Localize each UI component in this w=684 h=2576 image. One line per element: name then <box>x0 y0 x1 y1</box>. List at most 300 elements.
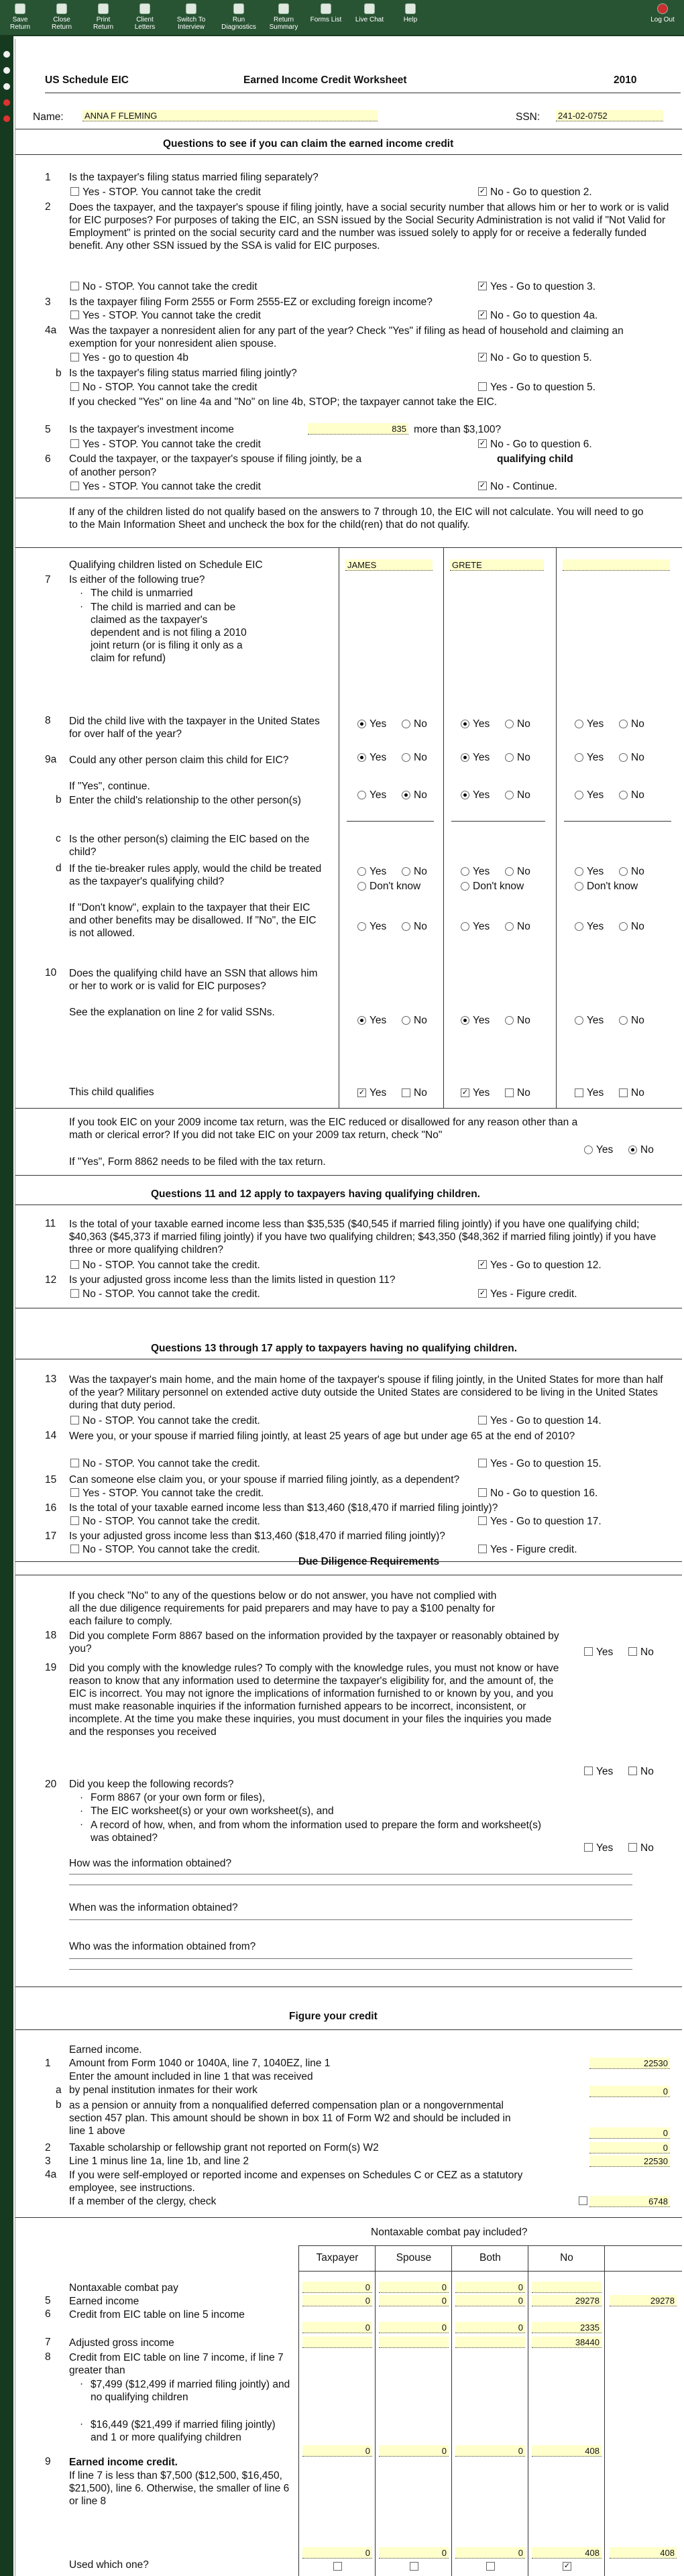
summary-icon <box>278 3 289 14</box>
children-header: Qualifying children listed on Schedule EIC <box>69 559 263 571</box>
section-title: Questions 11 and 12 apply to taxpayers having qualifying children. <box>151 1188 480 1200</box>
credit-line-combat-no-value[interactable] <box>532 2282 602 2293</box>
child-2-row-0-no-label: No <box>517 718 530 730</box>
credit-line-7-text: Adjusted gross income <box>69 2337 174 2349</box>
prior-yes-radio[interactable] <box>584 1145 593 1154</box>
nav-forms-icon[interactable] <box>3 83 10 90</box>
credit-line-5-result[interactable]: 29278 <box>610 2295 677 2306</box>
q6-no-label: No - Continue. <box>490 481 557 492</box>
q13-yes-checkbox[interactable] <box>478 1416 487 1424</box>
line-1b-text: as a pension or annuity from a nonqualified deferred compensation plan or a nongovernmental section 457 plan. This amount should be shown in box 11 of Form W2 and should be included in line 1 above <box>69 2100 511 2137</box>
due-diligence-intro: If you check "No" to any of the questions below or do not answer, you have not complied with all the due diligence requirements for paid preparers and may have to pay a $100 penalty for each failure to comply. <box>69 1590 497 1627</box>
q15-no-checkbox[interactable] <box>478 1488 487 1497</box>
credit-line-6-number: 6 <box>45 2308 51 2320</box>
q17-text: Is your adjusted gross income less than $13,460 ($18,470 if married filing jointly)? <box>69 1530 445 1542</box>
child-1-row-5-no[interactable] <box>402 1016 410 1025</box>
who-field[interactable] <box>69 1958 632 1959</box>
credit-line-combat-text: Nontaxable combat pay <box>69 2282 178 2294</box>
child-2-dont-know-radio[interactable] <box>461 882 469 891</box>
nav-expand-icon[interactable] <box>3 51 10 58</box>
credit-line-7-no-value[interactable]: 38440 <box>532 2337 602 2348</box>
child-2-row-2-no[interactable] <box>505 791 514 799</box>
q14-no-checkbox[interactable] <box>70 1459 79 1467</box>
q11-no-checkbox[interactable] <box>70 1260 79 1269</box>
col-no: No <box>560 2252 573 2263</box>
save-return-button[interactable]: Save Return <box>5 0 35 35</box>
q15-number: 15 <box>45 1474 57 1486</box>
q16-no-checkbox[interactable] <box>70 1516 79 1525</box>
q6-text-2: of another person? <box>69 467 157 478</box>
child-1-row-3-no-label: No <box>414 866 427 877</box>
q1-no-checkbox[interactable]: ✓ <box>479 187 486 195</box>
child-3-name[interactable] <box>563 559 670 571</box>
credit-line-9-spouse-value[interactable]: 0 <box>379 2547 449 2559</box>
child-3-row-2-yes[interactable] <box>575 791 583 799</box>
credit-line-6-text: Credit from EIC table on line 5 income <box>69 2309 245 2320</box>
q14-yes-label: Yes - Go to question 15. <box>490 1458 602 1469</box>
q3-yes-checkbox[interactable] <box>70 311 79 319</box>
nav-alert-icon[interactable] <box>3 99 10 106</box>
q10-text: Does the qualifying child have an SSN that allows him or her to work or is valid for EIC purposes? <box>69 968 318 992</box>
child-3-row-0-no-label: No <box>631 718 644 730</box>
q15-text: Can someone else claim you, or your spouse if married filing jointly, as a dependent? <box>69 1474 460 1486</box>
q11-no-label: No - STOP. You cannot take the credit. <box>82 1259 260 1271</box>
print-icon <box>98 3 109 14</box>
child-1-row-2-no[interactable] <box>402 791 410 799</box>
nav-pdf-icon[interactable] <box>3 115 10 122</box>
child-2-row-1-yes-label: Yes <box>473 752 490 763</box>
child-2-row-3-no-label: No <box>517 866 530 877</box>
q17-yes-checkbox[interactable] <box>478 1545 487 1553</box>
q9c-text: Is the other person(s) claiming the EIC based on the child? <box>69 834 310 858</box>
q4b-no-checkbox[interactable] <box>70 382 79 391</box>
print-return-button[interactable]: Print Return <box>89 0 118 35</box>
q19-text: Did you comply with the knowledge rules? To comply with the knowledge rules, you must not know or have reason to know that any information used to determine the taxpayer's eligibility for, and the amount of, the EIC is incorrect. You may not ignore the implications of information furnished to or known by you, and you must make reasonable inquiries if the information furnished appears to be incorrect, inconsistent, or incomplete. At the time you make these inquiries, you must document in your files the inquiries you made and the responses you received <box>69 1663 559 1738</box>
who-field-2[interactable] <box>69 1969 632 1970</box>
child-2-row-5-yes[interactable] <box>461 1016 469 1025</box>
credit-line-8-taxpayer-value[interactable]: 0 <box>302 2445 372 2457</box>
line-1a-value[interactable]: 0 <box>589 2086 670 2097</box>
q16-text: Is the total of your taxable earned income less than $13,460 ($18,470 if married filing jointly)? <box>69 1502 498 1514</box>
q9a-number: 9a <box>45 754 57 765</box>
child-1-row-4-yes-label: Yes <box>369 921 387 932</box>
credit-line-5-spouse-value[interactable]: 0 <box>379 2295 449 2306</box>
column-divider <box>451 2245 452 2576</box>
q4a-yes-checkbox[interactable] <box>70 353 79 361</box>
child-3-row-3-no[interactable] <box>619 867 628 876</box>
worksheet-page <box>15 39 681 2576</box>
credit-line-combat-taxpayer-value[interactable]: 0 <box>302 2282 372 2293</box>
q17-no-label: No - STOP. You cannot take the credit. <box>82 1544 260 1555</box>
used-which-label: Used which one? <box>69 2559 149 2571</box>
q4a-no-checkbox[interactable]: ✓ <box>479 353 486 361</box>
clergy-checkbox[interactable] <box>579 2196 587 2205</box>
child-2-row-1-yes[interactable] <box>461 753 469 762</box>
q3-no-checkbox[interactable]: ✓ <box>479 311 486 319</box>
credit-line-7-number: 7 <box>45 2337 51 2348</box>
q12-yes-label: Yes - Figure credit. <box>490 1288 577 1300</box>
child-3-row-5-yes[interactable] <box>575 1016 583 1025</box>
clergy-text: If a member of the clergy, check <box>69 2196 217 2207</box>
line-1-number: 1 <box>45 2058 51 2069</box>
divider <box>15 2217 682 2218</box>
q20-bullet-1: Form 8867 (or your own form or files), <box>91 1792 266 1803</box>
q5-no-checkbox[interactable]: ✓ <box>479 439 486 447</box>
line-4a-value[interactable]: 6748 <box>589 2196 670 2207</box>
column-divider <box>604 2245 605 2576</box>
child-1-row-2-yes-label: Yes <box>369 789 387 801</box>
credit-line-8-text: Credit from EIC table on line 7 income, if line 7 greater than <box>69 2352 284 2376</box>
bullet: · <box>80 587 84 599</box>
tax-year: 2010 <box>614 74 637 86</box>
q15-yes-label: Yes - STOP. You cannot take the credit. <box>82 1488 264 1499</box>
child-2-row-1-no[interactable] <box>505 753 514 762</box>
credit-line-6-no-value[interactable]: 2335 <box>532 2322 602 2333</box>
toolbar <box>0 0 684 36</box>
child-1-row-0-no[interactable] <box>402 720 410 728</box>
q11-yes-checkbox[interactable]: ✓ <box>479 1260 486 1268</box>
credit-line-9-both-value[interactable]: 0 <box>455 2547 525 2559</box>
logout-button[interactable]: Log Out <box>648 0 677 35</box>
q2-yes-checkbox[interactable]: ✓ <box>479 282 486 290</box>
q17-no-checkbox[interactable] <box>70 1545 79 1553</box>
q2-no-checkbox[interactable] <box>70 282 79 290</box>
prior-year-text: If you took EIC on your 2009 income tax return, was the EIC reduced or disallowed for any reason other than a math or clerical error? If you did not take EIC on your 2009 tax return, check "No" <box>69 1117 578 1141</box>
child-1-row-2-no-label: No <box>414 789 427 801</box>
q4a-no-label: No - Go to question 5. <box>490 352 592 363</box>
q4b-no-label: No - STOP. You cannot take the credit <box>82 382 258 393</box>
q17-yes-label: Yes - Figure credit. <box>490 1544 577 1555</box>
q4a-text: Was the taxpayer a nonresident alien for any part of the year? Check "Yes" if filing as head of household and claiming an exemption for your nonresident alien spouse. <box>69 325 624 349</box>
q20-bullet-3: A record of how, when, and from whom the information used to prepare the form and worksheet(s) was obtained? <box>91 1819 542 1844</box>
q19-number: 19 <box>45 1662 57 1673</box>
q6-yes-checkbox[interactable] <box>70 482 79 490</box>
q5-yes-checkbox[interactable] <box>70 439 79 448</box>
q20-no-checkbox[interactable] <box>628 1843 637 1852</box>
close-return-button[interactable]: Close Return <box>47 0 76 35</box>
child-2-row-0-yes[interactable] <box>461 720 469 728</box>
q11-yes-label: Yes - Go to question 12. <box>490 1259 602 1271</box>
divider <box>15 547 682 548</box>
credit-line-8-bullet-1: $7,499 ($12,499 if married filing jointly) and no qualifying children <box>91 2379 290 2403</box>
q16-yes-label: Yes - Go to question 17. <box>490 1516 602 1527</box>
child-1-row-3-yes[interactable] <box>357 867 366 876</box>
credit-line-combat-both-value[interactable]: 0 <box>455 2282 525 2293</box>
q7-number: 7 <box>45 574 51 585</box>
q19-no-label: No <box>640 1766 654 1777</box>
child-2-row-4-yes[interactable] <box>461 922 469 931</box>
switch-interview-button[interactable]: Switch To Interview <box>174 0 208 35</box>
q13-yes-label: Yes - Go to question 14. <box>490 1415 602 1426</box>
q6-text: Could the taxpayer, or the taxpayer's spouse if filing jointly, be a <box>69 453 362 465</box>
credit-line-6-both-value[interactable]: 0 <box>455 2322 525 2333</box>
line-2-number: 2 <box>45 2142 51 2153</box>
child-1-row-5-yes-label: Yes <box>369 1015 387 1026</box>
child-2-name[interactable]: GRETE <box>450 559 544 571</box>
q8-text: Did the child live with the taxpayer in the United States for over half of the year? <box>69 716 320 740</box>
line-1-text: Amount from Form 1040 or 1040A, line 7, 1040EZ, line 1 <box>69 2058 331 2069</box>
child-1-row-4-no-label: No <box>414 921 427 932</box>
q5-number: 5 <box>45 424 51 435</box>
child-1-row-1-yes-label: Yes <box>369 752 387 763</box>
form-name: US Schedule EIC <box>45 74 129 86</box>
live-chat-button[interactable]: Live Chat <box>353 0 386 35</box>
q12-yes-checkbox[interactable]: ✓ <box>479 1289 486 1297</box>
q18-no-label: No <box>640 1646 654 1658</box>
child-2-row-4-yes-label: Yes <box>473 921 490 932</box>
child-2-row-3-yes-label: Yes <box>473 866 490 877</box>
child-2-row-4-no[interactable] <box>505 922 514 931</box>
line-1a-text: by penal institution inmates for their work <box>69 2084 258 2096</box>
column-divider <box>556 547 557 1108</box>
column-divider <box>375 2245 376 2576</box>
q18-yes-label: Yes <box>596 1646 614 1658</box>
q4a-yes-label: Yes - go to question 4b <box>82 352 188 363</box>
child-1-row-0-yes[interactable] <box>357 720 366 728</box>
diagnostics-icon <box>233 3 244 14</box>
child-1-row-4-no[interactable] <box>402 922 410 931</box>
q4b-yes-label: Yes - Go to question 5. <box>490 382 596 393</box>
child-1-row-6-no[interactable] <box>402 1088 410 1097</box>
child-1-row-6-yes-label: Yes <box>369 1087 387 1099</box>
ssn-field[interactable]: 241-02-0752 <box>556 110 663 121</box>
credit-line-5-number: 5 <box>45 2295 51 2306</box>
q9d-number: d <box>56 862 62 874</box>
q16-number: 16 <box>45 1502 57 1514</box>
credit-line-7-spouse-value[interactable] <box>379 2337 449 2348</box>
line-2-text: Taxable scholarship or fellowship grant not reported on Form(s) W2 <box>69 2142 379 2153</box>
q7-text: Is either of the following true? <box>69 574 205 585</box>
name-field[interactable]: ANNA F FLEMING <box>82 110 378 121</box>
qualifies-label: This child qualifies <box>69 1086 154 1098</box>
child-1-name[interactable]: JAMES <box>345 559 433 571</box>
child-3-row-6-yes[interactable] <box>575 1088 583 1097</box>
child-3-relationship-field[interactable] <box>564 821 671 822</box>
child-3-row-4-no[interactable] <box>619 922 628 931</box>
q9a-note: If "Yes", continue. <box>69 781 150 792</box>
credit-line-9-result[interactable]: 408 <box>610 2547 677 2559</box>
child-2-row-3-yes[interactable] <box>461 867 469 876</box>
child-2-row-4-no-label: No <box>517 921 530 932</box>
child-3-dont-know-radio[interactable] <box>575 882 583 891</box>
q6-yes-label: Yes - STOP. You cannot take the credit <box>82 481 261 492</box>
help-button[interactable]: Help <box>397 0 424 35</box>
q9d-note: If "Don't know", explain to the taxpayer that their EIC and other benefits may be disallowed. If "No", the EIC is not allowed. <box>69 902 317 939</box>
credit-line-7-taxpayer-value[interactable] <box>302 2337 372 2348</box>
child-2-relationship-field[interactable] <box>451 821 545 822</box>
child-2-row-6-yes-label: Yes <box>473 1087 490 1099</box>
child-3-row-0-yes-label: Yes <box>587 718 604 730</box>
prior-yes-label: Yes <box>596 1144 614 1156</box>
q15-yes-checkbox[interactable] <box>70 1488 79 1497</box>
credit-line-9-number: 9 <box>45 2456 51 2467</box>
nav-info-icon[interactable] <box>3 67 10 74</box>
child-3-row-4-yes[interactable] <box>575 922 583 931</box>
save-icon <box>15 3 25 14</box>
child-1-row-1-no-label: No <box>414 752 427 763</box>
col-spouse: Spouse <box>396 2252 432 2263</box>
credit-line-8-spouse-value[interactable]: 0 <box>379 2445 449 2457</box>
child-1-row-1-yes[interactable] <box>357 753 366 762</box>
q18-number: 18 <box>45 1630 57 1641</box>
child-3-row-0-no[interactable] <box>619 720 628 728</box>
q4b-note: If you checked "Yes" on line 4a and "No" on line 4b, STOP; the taxpayer cannot take the EIC. <box>69 396 498 408</box>
line-3-text: Line 1 minus line 1a, line 1b, and line 2 <box>69 2155 249 2167</box>
bullet: · <box>80 2418 84 2430</box>
child-1-row-5-yes[interactable] <box>357 1016 366 1025</box>
child-2-row-6-no[interactable] <box>505 1088 514 1097</box>
line-1-value[interactable]: 22530 <box>589 2058 670 2069</box>
child-3-row-2-yes-label: Yes <box>587 789 604 801</box>
line-1-enter-text: Enter the amount included in line 1 that was received <box>69 2071 313 2082</box>
child-1-row-3-no[interactable] <box>402 867 410 876</box>
child-1-row-5-no-label: No <box>414 1015 427 1026</box>
q13-number: 13 <box>45 1374 57 1385</box>
child-1-row-2-yes[interactable] <box>357 791 366 799</box>
line-1b-number: b <box>56 2099 62 2111</box>
q12-no-checkbox[interactable] <box>70 1289 79 1298</box>
investment-income-field[interactable]: 835 <box>308 423 408 435</box>
q1-no-label: No - Go to question 2. <box>490 186 592 198</box>
prior-no-radio[interactable] <box>628 1145 637 1154</box>
child-3-row-4-yes-label: Yes <box>587 921 604 932</box>
child-3-row-1-yes[interactable] <box>575 753 583 762</box>
q12-no-label: No - STOP. You cannot take the credit. <box>82 1288 260 1300</box>
credit-line-8-both-value[interactable]: 0 <box>455 2445 525 2457</box>
client-letters-button[interactable]: Client Letters <box>130 0 160 35</box>
credit-line-8-bullet-2: $16,449 ($21,499 if married filing jointly) and 1 or more qualifying children <box>91 2419 276 2443</box>
child-3-row-3-no-label: No <box>631 866 644 877</box>
prior-no-label: No <box>640 1144 654 1156</box>
combat-pay-question: Nontaxable combat pay included? <box>371 2227 528 2238</box>
left-sidebar <box>0 36 13 2576</box>
credit-line-6-spouse-value[interactable]: 0 <box>379 2322 449 2333</box>
child-3-row-1-no[interactable] <box>619 753 628 762</box>
child-2-row-2-yes[interactable] <box>461 791 469 799</box>
q9b-text: Enter the child's relationship to the other person(s) <box>69 795 301 806</box>
credit-line-9-text: Earned income credit. <box>69 2457 178 2468</box>
forms-list-button[interactable]: Forms List <box>307 0 345 35</box>
line-3-value[interactable]: 22530 <box>589 2155 670 2167</box>
q14-text: Were you, or your spouse if married filing jointly, at least 25 years of age but under age 65 at the end of 2010? <box>69 1431 575 1442</box>
q9c-number: c <box>56 833 61 844</box>
child-3-row-6-no[interactable] <box>619 1088 628 1097</box>
child-1-relationship-field[interactable] <box>347 821 434 822</box>
q11-number: 11 <box>45 1218 56 1229</box>
divider <box>15 2029 682 2030</box>
child-2-row-3-no[interactable] <box>505 867 514 876</box>
line-4a-text: If you were self-employed or reported income and expenses on Schedules C or CEZ as a statutory employee, see instructions. <box>69 2170 523 2194</box>
child-1-row-1-no[interactable] <box>402 753 410 762</box>
q5-text: Is the taxpayer's investment income <box>69 424 234 435</box>
child-2-row-6-yes[interactable]: ✓ <box>461 1088 469 1097</box>
line-1b-value[interactable]: 0 <box>589 2127 670 2139</box>
q2-text: Does the taxpayer, and the taxpayer's spouse if filing jointly, have a social security number that allows him or her to work or is valid for EIC purposes? For purposes of taking the EIC, an SSN issued by the Social Security Administration is not valid if "Not Valid for Employment" is printed on the social security card and the number was issued solely to apply for or receive a federally funded benefit. Any other SSN issued by the SSA is valid for EIC purposes. <box>69 202 669 251</box>
child-3-row-2-no-label: No <box>631 789 644 801</box>
child-3-row-5-no-label: No <box>631 1015 644 1026</box>
used-taxpayer-checkbox[interactable] <box>333 2562 342 2571</box>
q1-yes-checkbox[interactable] <box>70 187 79 196</box>
used-both-checkbox[interactable] <box>486 2562 495 2571</box>
q20-no-label: No <box>640 1842 654 1854</box>
child-1-row-6-yes[interactable]: ✓ <box>358 1088 365 1097</box>
section-title: Questions to see if you can claim the earned income credit <box>163 138 454 150</box>
child-2-row-5-no[interactable] <box>505 1016 514 1025</box>
child-3-row-3-yes[interactable] <box>575 867 583 876</box>
q18-yes-checkbox[interactable] <box>584 1647 593 1656</box>
prior-note: If "Yes", Form 8862 needs to be filed with the tax return. <box>69 1156 326 1168</box>
credit-line-5-taxpayer-value[interactable]: 0 <box>302 2295 372 2306</box>
used-no-checkbox[interactable]: ✓ <box>563 2562 571 2570</box>
used-spouse-checkbox[interactable] <box>410 2562 418 2571</box>
q6-number: 6 <box>45 453 51 465</box>
q20-bullet-2: The EIC worksheet(s) or your own worksheet(s), and <box>91 1805 334 1817</box>
q9d-text: If the tie-breaker rules apply, would the child be treated as the taxpayer's qualifying child? <box>69 863 322 887</box>
line-2-value[interactable]: 0 <box>589 2142 670 2153</box>
credit-line-9-no-value[interactable]: 408 <box>532 2547 602 2559</box>
child-2-row-6-no-label: No <box>517 1087 530 1099</box>
child-1-row-4-yes[interactable] <box>357 922 366 931</box>
q15-no-label: No - Go to question 16. <box>490 1488 598 1499</box>
q3-no-label: No - Go to question 4a. <box>490 310 598 321</box>
q19-yes-checkbox[interactable] <box>584 1767 593 1775</box>
column-divider <box>443 547 444 1108</box>
q18-no-checkbox[interactable] <box>628 1647 637 1656</box>
q3-number: 3 <box>45 296 51 308</box>
credit-line-7-both-value[interactable] <box>455 2337 525 2348</box>
col-both: Both <box>479 2252 501 2263</box>
q4a-number: 4a <box>45 325 57 336</box>
q12-text: Is your adjusted gross income less than the limits listed in question 11? <box>69 1274 396 1286</box>
child-3-row-0-yes[interactable] <box>575 720 583 728</box>
child-2-row-2-yes-label: Yes <box>473 789 490 801</box>
q6-bold-text: qualifying child <box>497 453 573 465</box>
q14-yes-checkbox[interactable] <box>478 1459 487 1467</box>
child-1-dont-know-radio[interactable] <box>357 882 366 891</box>
credit-line-5-no-value[interactable]: 29278 <box>532 2295 602 2306</box>
q7-bullet-2: The child is married and can be claimed as the taxpayer's dependent and is not filing a 2010 joint return (or is filing it only as a claim for refund) <box>91 602 247 664</box>
credit-line-5-text: Earned income <box>69 2296 139 2307</box>
q19-no-checkbox[interactable] <box>628 1767 637 1775</box>
child-2-row-0-no[interactable] <box>505 720 514 728</box>
credit-line-5-both-value[interactable]: 0 <box>455 2295 525 2306</box>
child-1-row-3-yes-label: Yes <box>369 866 387 877</box>
when-field[interactable] <box>69 1919 632 1920</box>
child-1-row-6-no-label: No <box>414 1087 427 1099</box>
q6-no-checkbox[interactable]: ✓ <box>479 482 486 490</box>
section-title: Due Diligence Requirements <box>298 1556 440 1567</box>
q13-no-checkbox[interactable] <box>70 1416 79 1424</box>
credit-line-9-taxpayer-value[interactable]: 0 <box>302 2547 372 2559</box>
q20-yes-checkbox[interactable] <box>584 1843 593 1852</box>
q16-yes-checkbox[interactable] <box>478 1516 487 1525</box>
credit-line-combat-spouse-value[interactable]: 0 <box>379 2282 449 2293</box>
bullet: · <box>80 601 84 612</box>
child-3-row-2-no[interactable] <box>619 791 628 799</box>
child-3-row-5-no[interactable] <box>619 1016 628 1025</box>
credit-line-8-no-value[interactable]: 408 <box>532 2445 602 2457</box>
divider <box>298 2271 682 2272</box>
child-1-dont-know-label: Don't know <box>369 881 421 892</box>
child-2-dont-know-label: Don't know <box>473 881 524 892</box>
q16-no-label: No - STOP. You cannot take the credit. <box>82 1516 260 1527</box>
divider <box>15 1108 682 1109</box>
run-diagnostics-button[interactable]: Run Diagnostics <box>220 0 258 35</box>
q13-text: Was the taxpayer's main home, and the main home of the taxpayer's spouse if filing jointly, in the United States for more than half of the year? Military personnel on extended active duty outside the United States are considered to be living in the United States during that duty period. <box>69 1374 663 1411</box>
return-summary-button[interactable]: Return Summary <box>267 0 300 35</box>
credit-line-6-taxpayer-value[interactable]: 0 <box>302 2322 372 2333</box>
q4b-yes-checkbox[interactable] <box>478 382 487 391</box>
